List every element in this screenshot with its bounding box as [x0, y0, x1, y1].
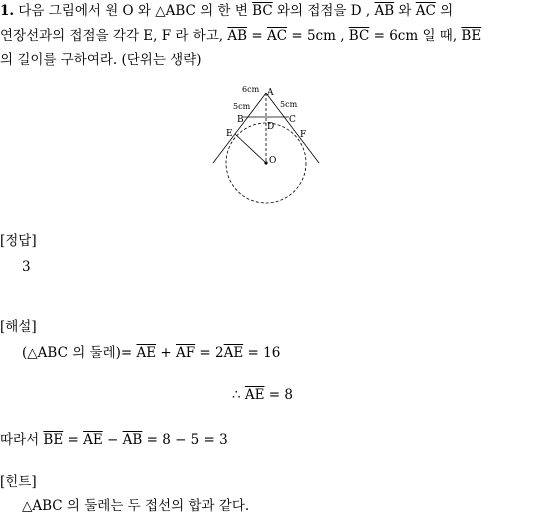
radius-oe [235, 134, 266, 163]
solution-equation-2 [232, 386, 293, 404]
text: = 16 [243, 345, 281, 361]
text: = 6cm 일 때, [369, 28, 462, 44]
text: 와의 접점을 D , [272, 3, 375, 19]
label-5cm-right: 5cm [280, 100, 298, 109]
problem-line-2 [0, 27, 481, 45]
text: + [156, 345, 176, 361]
solution-heading: [해설] [0, 319, 37, 335]
segment-ae: $\overline{AE}$ [223, 345, 244, 361]
text: 의 [435, 3, 454, 19]
segment-af: $\overline{AF}$ [176, 345, 196, 361]
hint-heading: [힌트] [0, 474, 37, 490]
label-e: E [226, 129, 233, 139]
label-d: D [267, 122, 275, 132]
segment-be: $\overline{BE}$ [43, 432, 64, 448]
text: 와 [394, 3, 416, 19]
segment-bc: $\overline{BC}$ [348, 28, 370, 44]
segment-ae: $\overline{AE}$ [83, 432, 103, 448]
segment-ab: $\overline{AB}$ [227, 28, 248, 44]
geometry-figure [210, 84, 326, 208]
text: = 8 − 5 = 3 [142, 432, 228, 448]
segment-ae: $\overline{AE}$ [136, 345, 157, 361]
label-c: C [289, 115, 296, 125]
label-a: A [267, 88, 274, 98]
segment-bc: $\overline{BC}$ [252, 3, 273, 19]
text: = 2 [195, 345, 224, 361]
text: − [102, 432, 123, 448]
text: = [247, 28, 267, 44]
problem-number: 1. [0, 3, 15, 19]
label-5cm-left: 5cm [233, 102, 251, 111]
text: 다음 그림에서 원 O 와 △ABC 의 한 변 [14, 3, 253, 19]
problem-line-1 [0, 2, 453, 20]
label-6cm: 6cm [242, 85, 260, 94]
label-b: B [237, 115, 244, 125]
label-f: F [300, 130, 307, 140]
segment-ab: $\overline{AB}$ [122, 432, 143, 448]
center-point [264, 161, 267, 164]
text: = [63, 432, 84, 448]
problem-line-3: 의 길이를 구하여라. (단위는 생략) [0, 52, 202, 68]
text: = 8 [264, 387, 293, 403]
answer-value: 3 [22, 259, 31, 275]
segment-ae: $\overline{AE}$ [244, 387, 265, 403]
hint-text: △ABC 의 둘레는 두 접선의 합과 같다. [22, 498, 250, 514]
segment-ab: $\overline{AB}$ [374, 3, 395, 19]
segment-ac: $\overline{AC}$ [266, 28, 288, 44]
solution-equation-1 [22, 344, 280, 362]
text: ∴ [232, 387, 245, 403]
answer-heading: [정답] [0, 233, 37, 249]
segment-ac: $\overline{AC}$ [415, 3, 436, 19]
text: (△ABC 의 둘레)= [22, 345, 137, 361]
text: = 5cm , [287, 28, 349, 44]
text: 따라서 [0, 432, 44, 448]
segment-be: $\overline{BE}$ [461, 28, 482, 44]
label-o: O [269, 156, 277, 166]
solution-equation-3 [0, 431, 228, 449]
text: 연장선과의 접점을 각각 E, F 라 하고, [0, 28, 228, 44]
